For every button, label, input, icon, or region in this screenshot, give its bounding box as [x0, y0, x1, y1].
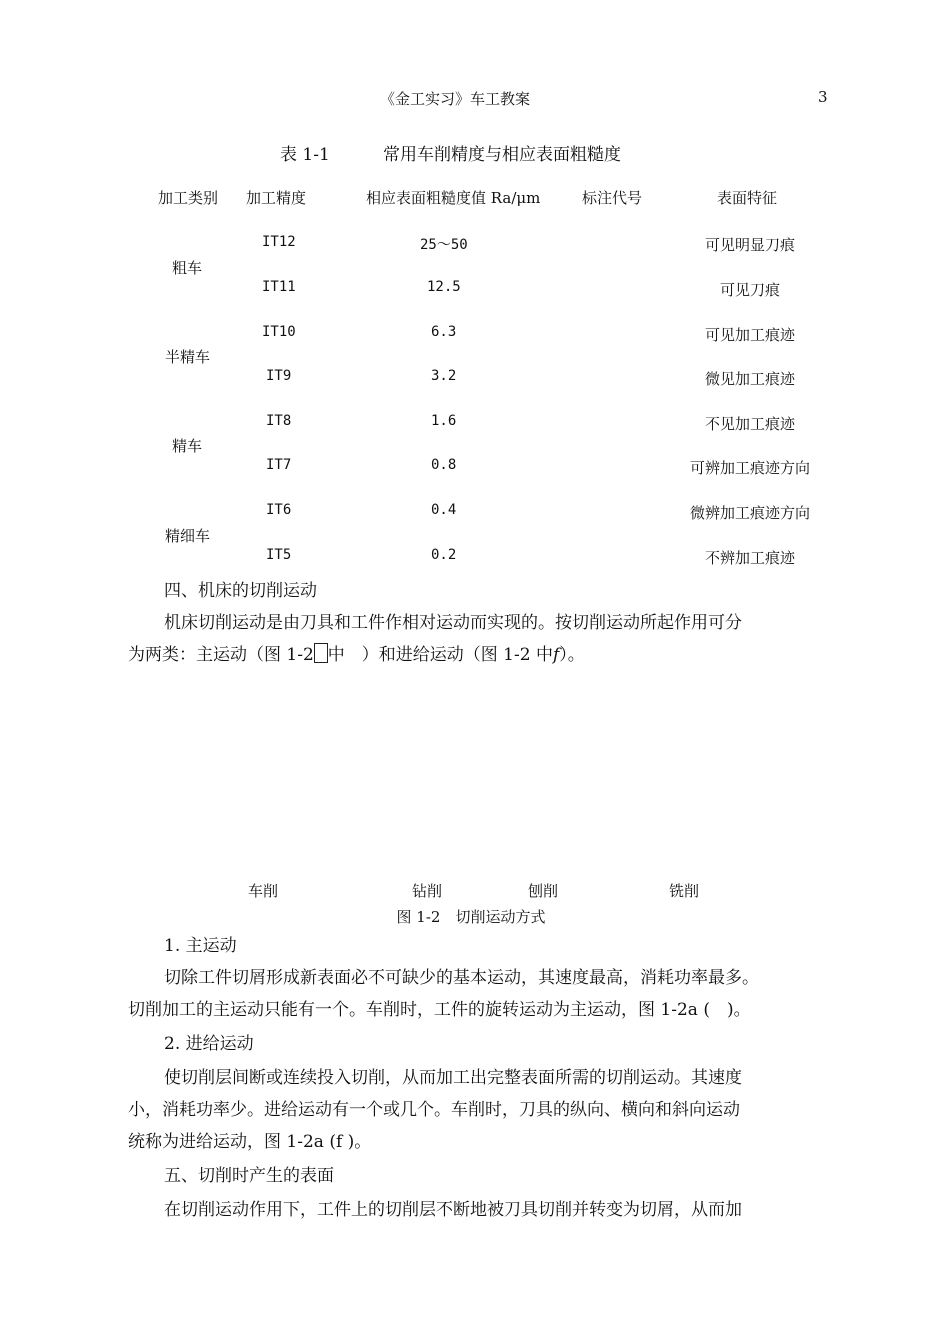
table-title: 常用车削精度与相应表面粗糙度 [383, 145, 621, 165]
header-feature: 表面特征 [717, 189, 778, 207]
precision-cell: IT5 [266, 547, 292, 563]
category-cell: 精细车 [165, 527, 211, 545]
feature-cell: 可见明显刀痕 [704, 236, 795, 254]
roughness-cell: 3.2 [431, 368, 457, 384]
paragraph [128, 607, 828, 671]
para-line: 切除工件切屑形成新表面必不可缺少的基本运动，其速度最高，消耗功率最多。 [164, 968, 759, 988]
figure-caption [0, 906, 950, 927]
roughness-cell: 25～50 [420, 237, 468, 253]
roughness-cell: 0.4 [431, 502, 457, 518]
roughness-cell: 6.3 [431, 324, 457, 340]
feature-cell: 不辨加工痕迹 [704, 549, 795, 567]
feature-cell: 微见加工痕迹 [704, 370, 795, 388]
feature-cell: 可辨加工痕迹方向 [689, 459, 810, 477]
category-cell: 精车 [172, 437, 203, 455]
precision-cell: IT12 [262, 234, 296, 250]
roughness-cell: 12.5 [427, 279, 461, 295]
precision-cell: IT8 [266, 413, 292, 429]
para-line: 统称为进给运动，图 1-2a (f )。 [128, 1132, 372, 1152]
precision-cell: IT11 [262, 279, 296, 295]
feature-cell: 不见加工痕迹 [704, 415, 795, 433]
feature-cell: 可见刀痕 [719, 281, 780, 299]
feature-cell: 可见加工痕迹 [704, 326, 795, 344]
paragraph [128, 962, 828, 1026]
section-heading: 五、切削时产生的表面 [164, 1166, 334, 1186]
feed-symbol: f [552, 645, 560, 665]
table-caption [280, 140, 621, 165]
header-precision: 加工精度 [246, 189, 307, 207]
paragraph [128, 1194, 828, 1226]
section-heading: 四、机床的切削运动 [164, 581, 317, 601]
header-code: 标注代号 [582, 189, 643, 207]
category-cell: 粗车 [172, 259, 203, 277]
figure-label-milling: 铣削 [669, 882, 700, 900]
para-line: 中 ）和进给运动（图 1-2 中 [327, 645, 553, 665]
para-line: 使切削层间断或连续投入切削，从而加工出完整表面所需的切削运动。其速度 [164, 1068, 742, 1088]
paragraph [128, 1062, 828, 1158]
figure-label-drilling: 钻削 [412, 882, 443, 900]
para-line: 为两类：主运动（图 1-2 [128, 645, 314, 665]
figure-label-turning: 车削 [248, 882, 279, 900]
para-line: 小，消耗功率少。进给运动有一个或几个。车削时，刀具的纵向、横向和斜向运动 [128, 1100, 740, 1120]
page-number: 3 [818, 88, 828, 106]
figure-caption-text: 图 1-2 切削运动方式 [396, 908, 546, 926]
roughness-cell: 0.8 [431, 457, 457, 473]
para-line: 切削加工的主运动只能有一个。车削时，工件的旋转运动为主运动，图 1-2a ( )。 [128, 1000, 751, 1020]
para-line: 机床切削运动是由刀具和工件作相对运动而实现的。按切削运动所起作用可分 [164, 613, 742, 633]
header-roughness: 相应表面粗糙度值 Ra/μm [366, 189, 541, 207]
precision-cell: IT10 [262, 324, 296, 340]
precision-cell: IT7 [266, 457, 292, 473]
precision-cell: IT9 [266, 368, 292, 384]
category-cell: 半精车 [165, 348, 211, 366]
header-category: 加工类别 [158, 189, 219, 207]
feature-cell: 微辨加工痕迹方向 [689, 504, 810, 522]
para-line: ）。 [559, 645, 585, 665]
header-title: 《金工实习》车工教案 [380, 90, 531, 108]
table-number: 表 1-1 [280, 145, 330, 165]
figure-label-planing: 刨削 [528, 882, 559, 900]
precision-cell: IT6 [266, 502, 292, 518]
missing-symbol-box [314, 643, 328, 663]
subsection-heading: 1. 主运动 [164, 936, 237, 956]
para-line: 在切削运动作用下，工件上的切削层不断地被刀具切削并转变为切屑，从而加 [164, 1200, 742, 1220]
subsection-heading: 2. 进给运动 [164, 1034, 254, 1054]
roughness-cell: 1.6 [431, 413, 457, 429]
roughness-cell: 0.2 [431, 547, 457, 563]
